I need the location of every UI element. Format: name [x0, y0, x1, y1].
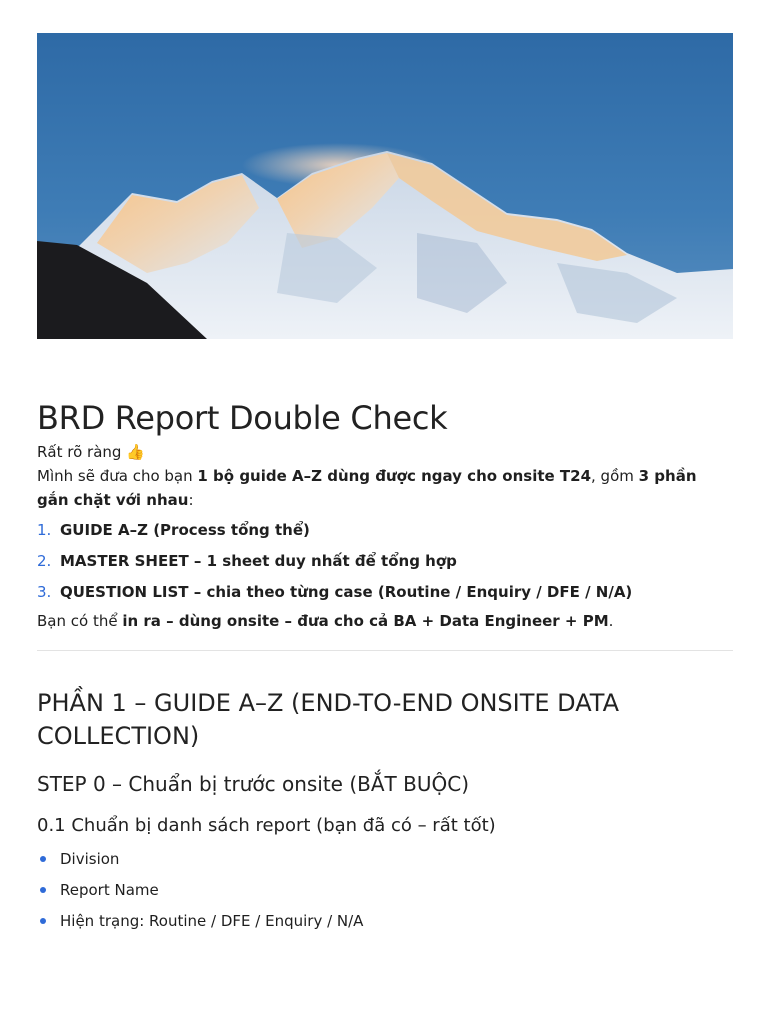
bullet-icon [40, 918, 46, 924]
step0-heading: STEP 0 – Chuẩn bị trước onsite (BẮT BUỘC) [37, 772, 469, 796]
mountain-illustration [37, 33, 733, 339]
intro-bold-text: 1 bộ guide A–Z dùng được ngay cho onsite T24 [197, 467, 592, 485]
usage-line [37, 609, 733, 633]
usage-text: . [608, 612, 614, 630]
intro-text: Rất rõ ràng [37, 443, 122, 461]
bullet-icon [40, 887, 46, 893]
list-item-text: Hiện trạng: Routine / DFE / Enquiry / N/A [60, 912, 364, 930]
document-content [37, 396, 733, 940]
part1-heading: PHẦN 1 – GUIDE A–Z (END-TO-END ONSITE DATA COLLECTION) [37, 689, 620, 750]
thumbs-up-icon: 👍 [126, 443, 145, 461]
list-item-text: Division [60, 850, 120, 868]
cover-image [37, 33, 733, 339]
list-item [37, 909, 733, 933]
list-item-text: QUESTION LIST – chia theo từng case (Routine / Enquiry / DFE / N/A) [60, 583, 633, 601]
intro-text: : [188, 491, 194, 509]
usage-bold-text: in ra – dùng onsite – đưa cho cả BA + Data Engineer + PM [122, 612, 609, 630]
intro-line-1 [37, 440, 733, 464]
list-item [37, 847, 733, 871]
bullet-icon [40, 856, 46, 862]
usage-text: Bạn có thể [37, 612, 123, 630]
list-number: 1. [37, 521, 52, 539]
intro-text: , gồm [591, 467, 639, 485]
sub01-heading: 0.1 Chuẩn bị danh sách report (bạn đã có – rất tốt) [37, 815, 496, 836]
intro-text: Mình sẽ đưa cho bạn [37, 467, 198, 485]
divider [37, 650, 733, 651]
list-number: 3. [37, 583, 52, 601]
page-title: BRD Report Double Check [37, 399, 448, 437]
list-item-text: MASTER SHEET – 1 sheet duy nhất để tổng hợp [60, 552, 457, 570]
list-item-text: Report Name [60, 881, 159, 899]
intro-bold-text: 3 phần gắn chặt với nhau [37, 467, 697, 509]
list-item [37, 878, 733, 902]
list-number: 2. [37, 552, 52, 570]
list-item [37, 580, 733, 604]
steps-list [37, 518, 733, 604]
list-item-text: GUIDE A–Z (Process tổng thể) [60, 521, 310, 539]
intro-line-2 [37, 464, 733, 512]
list-item [37, 549, 733, 573]
list-item [37, 518, 733, 542]
bullet-list [37, 847, 733, 933]
